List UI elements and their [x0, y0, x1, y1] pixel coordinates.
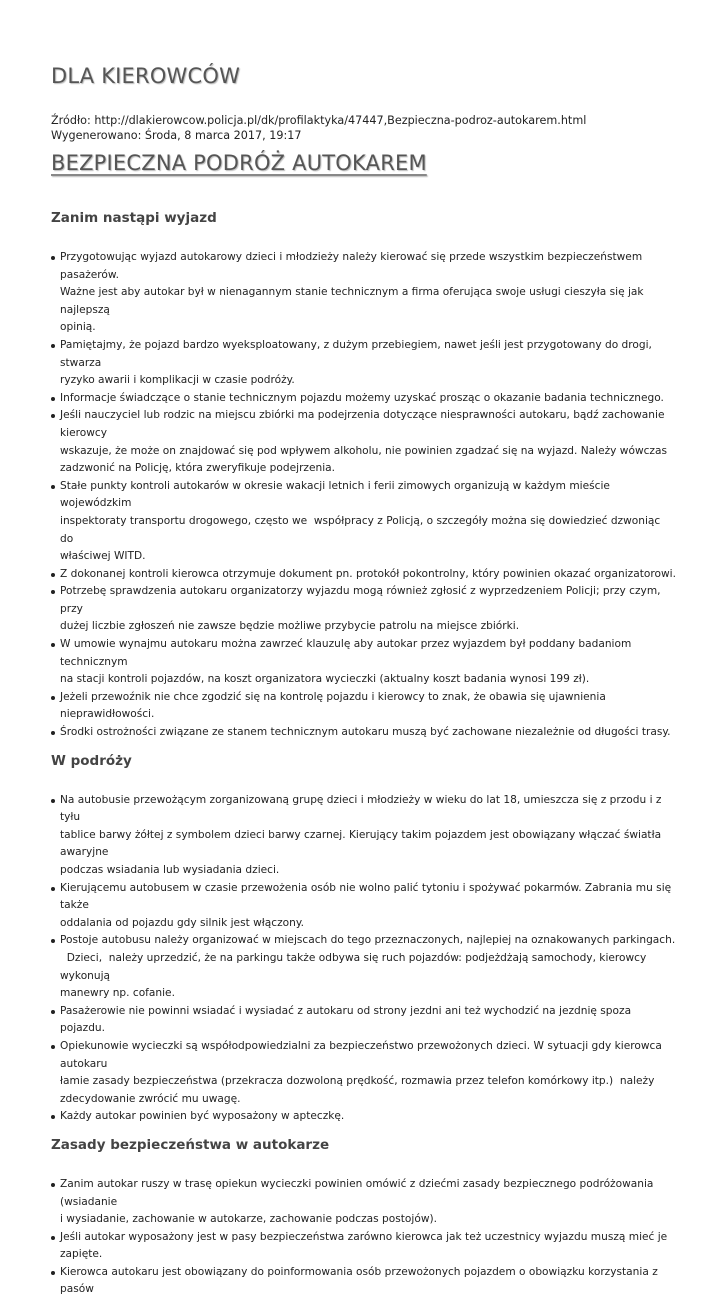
- article-content: [51, 207, 676, 1307]
- bullet-list: [51, 1176, 676, 1299]
- list-item: W umowie wynajmu autokaru można zawrzeć klauzulę aby autokar przez wyjazdem był poddany badaniom technicznym na stacji kontroli pojazdów, na koszt organizatora wycieczki (aktualny koszt badania wynosi 199 zł).: [51, 636, 676, 689]
- bullet-list: [51, 792, 676, 1126]
- list-item: Informacje świadczące o stanie technicznym pojazdu możemy uzyskać prosząc o okazanie badania technicznego.: [51, 390, 676, 408]
- list-item: Pamiętajmy, że pojazd bardzo wyeksploatowany, z dużym przebiegiem, nawet jeśli jest przygotowany do drogi, stwarza ryzyko awarii i komplikacji w czasie podróży.: [51, 337, 676, 390]
- bullet-list: [51, 249, 676, 742]
- list-item: Pasażerowie nie powinni wsiadać i wysiadać z autokaru od strony jezdni ani też wychodzić na jezdnię spoza pojazdu.: [51, 1003, 676, 1038]
- list-item: Jeśli autokar wyposażony jest w pasy bezpieczeństwa zarówno kierowca jak też uczestnicy wyjazdu muszą mieć je zapięte.: [51, 1229, 676, 1264]
- section-heading: Zanim nastąpi wyjazd: [51, 210, 217, 226]
- article-title: BEZPIECZNA PODRÓŻ AUTOKAREM: [51, 151, 427, 175]
- list-item: Zanim autokar ruszy w trasę opiekun wycieczki powinien omówić z dziećmi zasady bezpiecznego podróżowania (wsiadanie i wysiadanie, zachowanie w autokarze, zachowanie podczas postojów).: [51, 1176, 676, 1229]
- section-heading: Zasady bezpieczeństwa w autokarze: [51, 1136, 330, 1153]
- list-item: Kierowca autokaru jest obowiązany do poinformowania osób przewożonych pojazdem o obowiązku korzystania z pasów: [51, 1264, 676, 1299]
- document-meta: [51, 113, 586, 143]
- list-item: Środki ostrożności związane ze stanem technicznym autokaru muszą być zachowane niezależnie od długości trasy.: [51, 724, 676, 742]
- source-line: Źródło: http://dlakierowcow.policja.pl/dk/profilaktyka/47447,Bezpieczna-podroz-autokarem.html: [51, 114, 587, 127]
- list-item: Każdy autokar powinien być wyposażony w apteczkę.: [51, 1108, 676, 1126]
- section-heading: W podróży: [51, 752, 132, 769]
- list-item: Na autobusie przewożącym zorganizowaną grupę dzieci i młodzieży w wieku do lat 18, umieszcza się z przodu i z tyłu tablice barwy żółtej z symbolem dzieci barwy czarnej. Kierujący takim pojazdem jest obowiązany włączać światła awaryjne podczas wsiadania lub wysiadania dzieci.: [51, 792, 676, 880]
- list-item: Z dokonanej kontroli kierowca otrzymuje dokument pn. protokół pokontrolny, który powinien okazać organizatorowi.: [51, 566, 676, 584]
- list-item: Kierującemu autobusem w czasie przewożenia osób nie wolno palić tytoniu i spożywać pokarmów. Zabrania mu się także oddalania od pojazdu gdy silnik jest włączony.: [51, 880, 676, 933]
- list-item: Potrzebę sprawdzenia autokaru organizatorzy wyjazdu mogą również zgłosić z wyprzedzeniem Policji; przy czym, przy dużej liczbie zgłoszeń nie zawsze będzie możliwe przybycie patrolu na miejsce zbiórki.: [51, 583, 676, 636]
- list-item: Opiekunowie wycieczki są współodpowiedzialni za bezpieczeństwo przewożonych dzieci. W sytuacji gdy kierowca autokaru łamie zasady bezpieczeństwa (przekracza dozwoloną prędkość, rozmawia przez telefon komórkowy itp.) należy zdecydowanie zwrócić mu uwagę.: [51, 1038, 676, 1108]
- list-item: Przygotowując wyjazd autokarowy dzieci i młodzieży należy kierować się przede wszystkim bezpieczeństwem pasażerów. Ważne jest aby autokar był w nienagannym stanie technicznym a firma oferująca swoje usługi cieszyła się jak najlepszą opinią.: [51, 249, 676, 337]
- list-item: Jeśli nauczyciel lub rodzic na miejscu zbiórki ma podejrzenia dotyczące niesprawności autokaru, bądź zachowanie kierowcy wskazuje, że może on znajdować się pod wpływem alkoholu, nie powinien zgadzać się na wyjazd. Należy wówczas zadzwonić na Policję, która zweryfikuje podejrzenia.: [51, 407, 676, 477]
- list-item: Stałe punkty kontroli autokarów w okresie wakacji letnich i ferii zimowych organizują w każdym mieście wojewódzkim inspektoraty transportu drogowego, często we współpracy z Policją, o szczegóły można się dowiedzieć dzwoniąc do właściwej WITD.: [51, 478, 676, 566]
- site-title: DLA KIEROWCÓW: [51, 64, 241, 88]
- list-item: Postoje autobusu należy organizować w miejscach do tego przeznaczonych, najlepiej na oznakowanych parkingach. Dzieci, należy uprzedzić, że na parkingu także odbywa się ruch pojazdów: podjeżdżają samochody, kierowcy wykonują manewry np. cofanie.: [51, 932, 676, 1002]
- generated-line: Wygenerowano: Środa, 8 marca 2017, 19:17: [51, 129, 302, 142]
- list-item: Jeżeli przewoźnik nie chce zgodzić się na kontrolę pojazdu i kierowcy to znak, że obawia się ujawnienia nieprawidłowości.: [51, 689, 676, 724]
